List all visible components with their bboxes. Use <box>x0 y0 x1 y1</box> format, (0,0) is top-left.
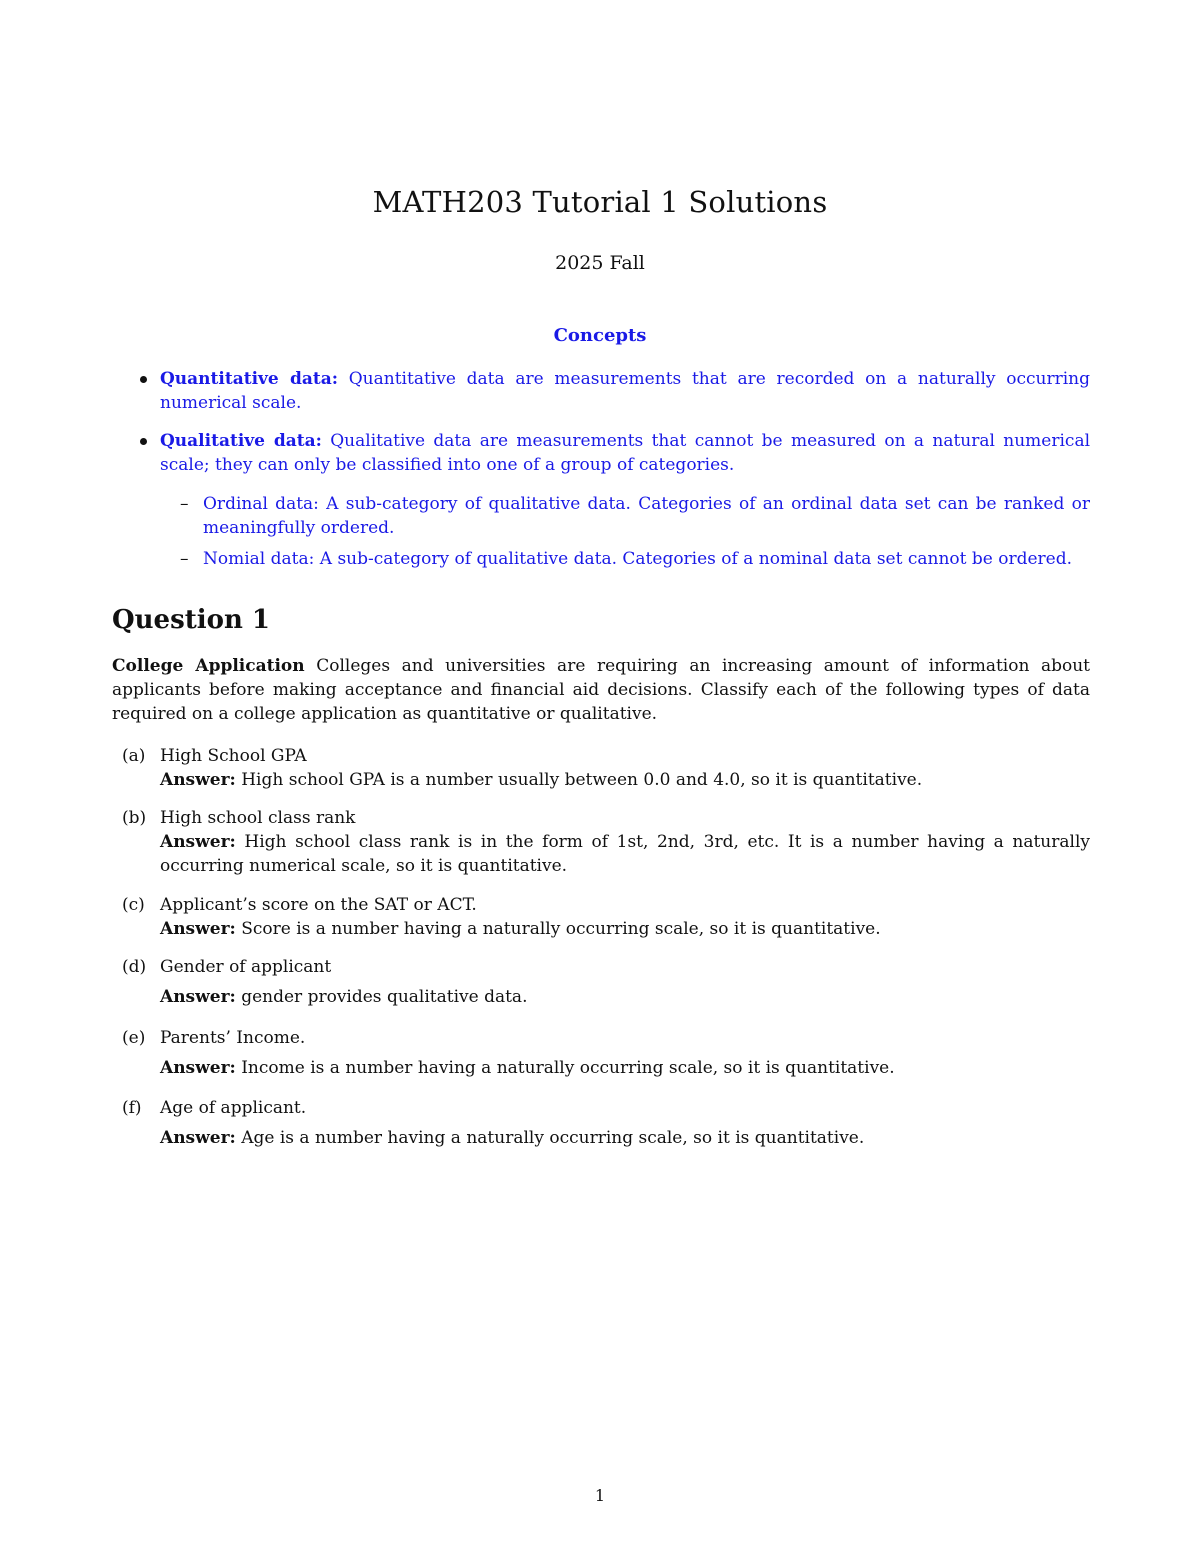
answer-text: gender provides qualitative data. <box>241 987 528 1007</box>
subitem-text: Ordinal data: A sub-category of qualitative data. Categories of an ordinal data set can be ranked or meaningfully ordered. <box>203 494 1090 538</box>
answer-label: Answer: <box>160 1058 236 1078</box>
page-number: 1 <box>594 1486 606 1505</box>
answer-label: Answer: <box>160 770 236 790</box>
item-answer <box>160 985 1090 1009</box>
dash-icon: – <box>180 549 189 569</box>
answer-text: Age is a number having a naturally occurring scale, so it is quantitative. <box>241 1128 865 1148</box>
item-answer <box>160 768 1090 792</box>
question-intro <box>112 654 1090 726</box>
question-item-b <box>122 806 1090 878</box>
item-label: (d) <box>122 957 147 977</box>
page-title: MATH203 Tutorial 1 Solutions <box>372 185 828 219</box>
item-question: Parents’ Income. <box>160 1028 306 1048</box>
question-item-e <box>122 1026 1090 1080</box>
bullet-icon <box>140 438 147 445</box>
item-question: Applicant’s score on the SAT or ACT. <box>160 895 477 915</box>
question-item-d <box>122 955 1090 1009</box>
concept-term: Qualitative data: <box>160 431 322 451</box>
concept-text: Qualitative data are measurements that cannot be measured on a natural numerical scale; they can only be classified into one of a group of categories. <box>160 431 1091 475</box>
question-intro-title: College Application <box>112 656 305 676</box>
answer-text: Income is a number having a naturally occurring scale, so it is quantitative. <box>241 1058 895 1078</box>
concepts-heading: Concepts <box>553 325 647 346</box>
question-intro-text: Colleges and universities are requiring an increasing amount of information about applicants before making acceptance and financial aid decisions. Classify each of the following types of data required on a college application as quantitative or qualitative. <box>112 656 1090 724</box>
item-label: (f) <box>122 1098 142 1118</box>
item-label: (b) <box>122 808 147 828</box>
answer-text: High school GPA is a number usually between 0.0 and 4.0, so it is quantitative. <box>241 770 923 790</box>
concept-term: Quantitative data: <box>160 369 339 389</box>
item-label: (c) <box>122 895 145 915</box>
item-answer <box>160 1056 1090 1080</box>
item-answer <box>160 830 1090 878</box>
concept-item-qualitative <box>160 429 1090 477</box>
item-answer <box>160 917 1090 941</box>
question-item-a <box>122 744 1090 792</box>
answer-text: Score is a number having a naturally occurring scale, so it is quantitative. <box>241 919 881 939</box>
concept-text: Quantitative data are measurements that are recorded on a naturally occurring numerical scale. <box>160 369 1090 413</box>
question-item-f <box>122 1096 1090 1150</box>
item-label: (e) <box>122 1028 146 1048</box>
concept-subitem-ordinal <box>180 492 1090 540</box>
item-question: High school class rank <box>160 808 356 828</box>
answer-label: Answer: <box>160 919 236 939</box>
item-answer <box>160 1126 1090 1150</box>
item-question: High School GPA <box>160 746 307 766</box>
dash-icon: – <box>180 494 189 514</box>
item-question: Age of applicant. <box>160 1098 307 1118</box>
item-question: Gender of applicant <box>160 957 332 977</box>
item-label: (a) <box>122 746 146 766</box>
answer-label: Answer: <box>160 987 236 1007</box>
concept-item-quantitative <box>160 367 1090 415</box>
question-item-c <box>122 893 1090 941</box>
bullet-icon <box>140 376 147 383</box>
answer-label: Answer: <box>160 1128 236 1148</box>
term-subtitle: 2025 Fall <box>555 252 645 274</box>
answer-text: High school class rank is in the form of 1st, 2nd, 3rd, etc. It is a number having a naturally occurring numerical scale, so it is quantitative. <box>160 832 1090 876</box>
answer-label: Answer: <box>160 832 236 852</box>
subitem-text: Nomial data: A sub-category of qualitative data. Categories of a nominal data set cannot be ordered. <box>203 549 1073 569</box>
concept-subitem-nominal <box>180 547 1090 571</box>
question-heading: Question 1 <box>112 605 271 635</box>
